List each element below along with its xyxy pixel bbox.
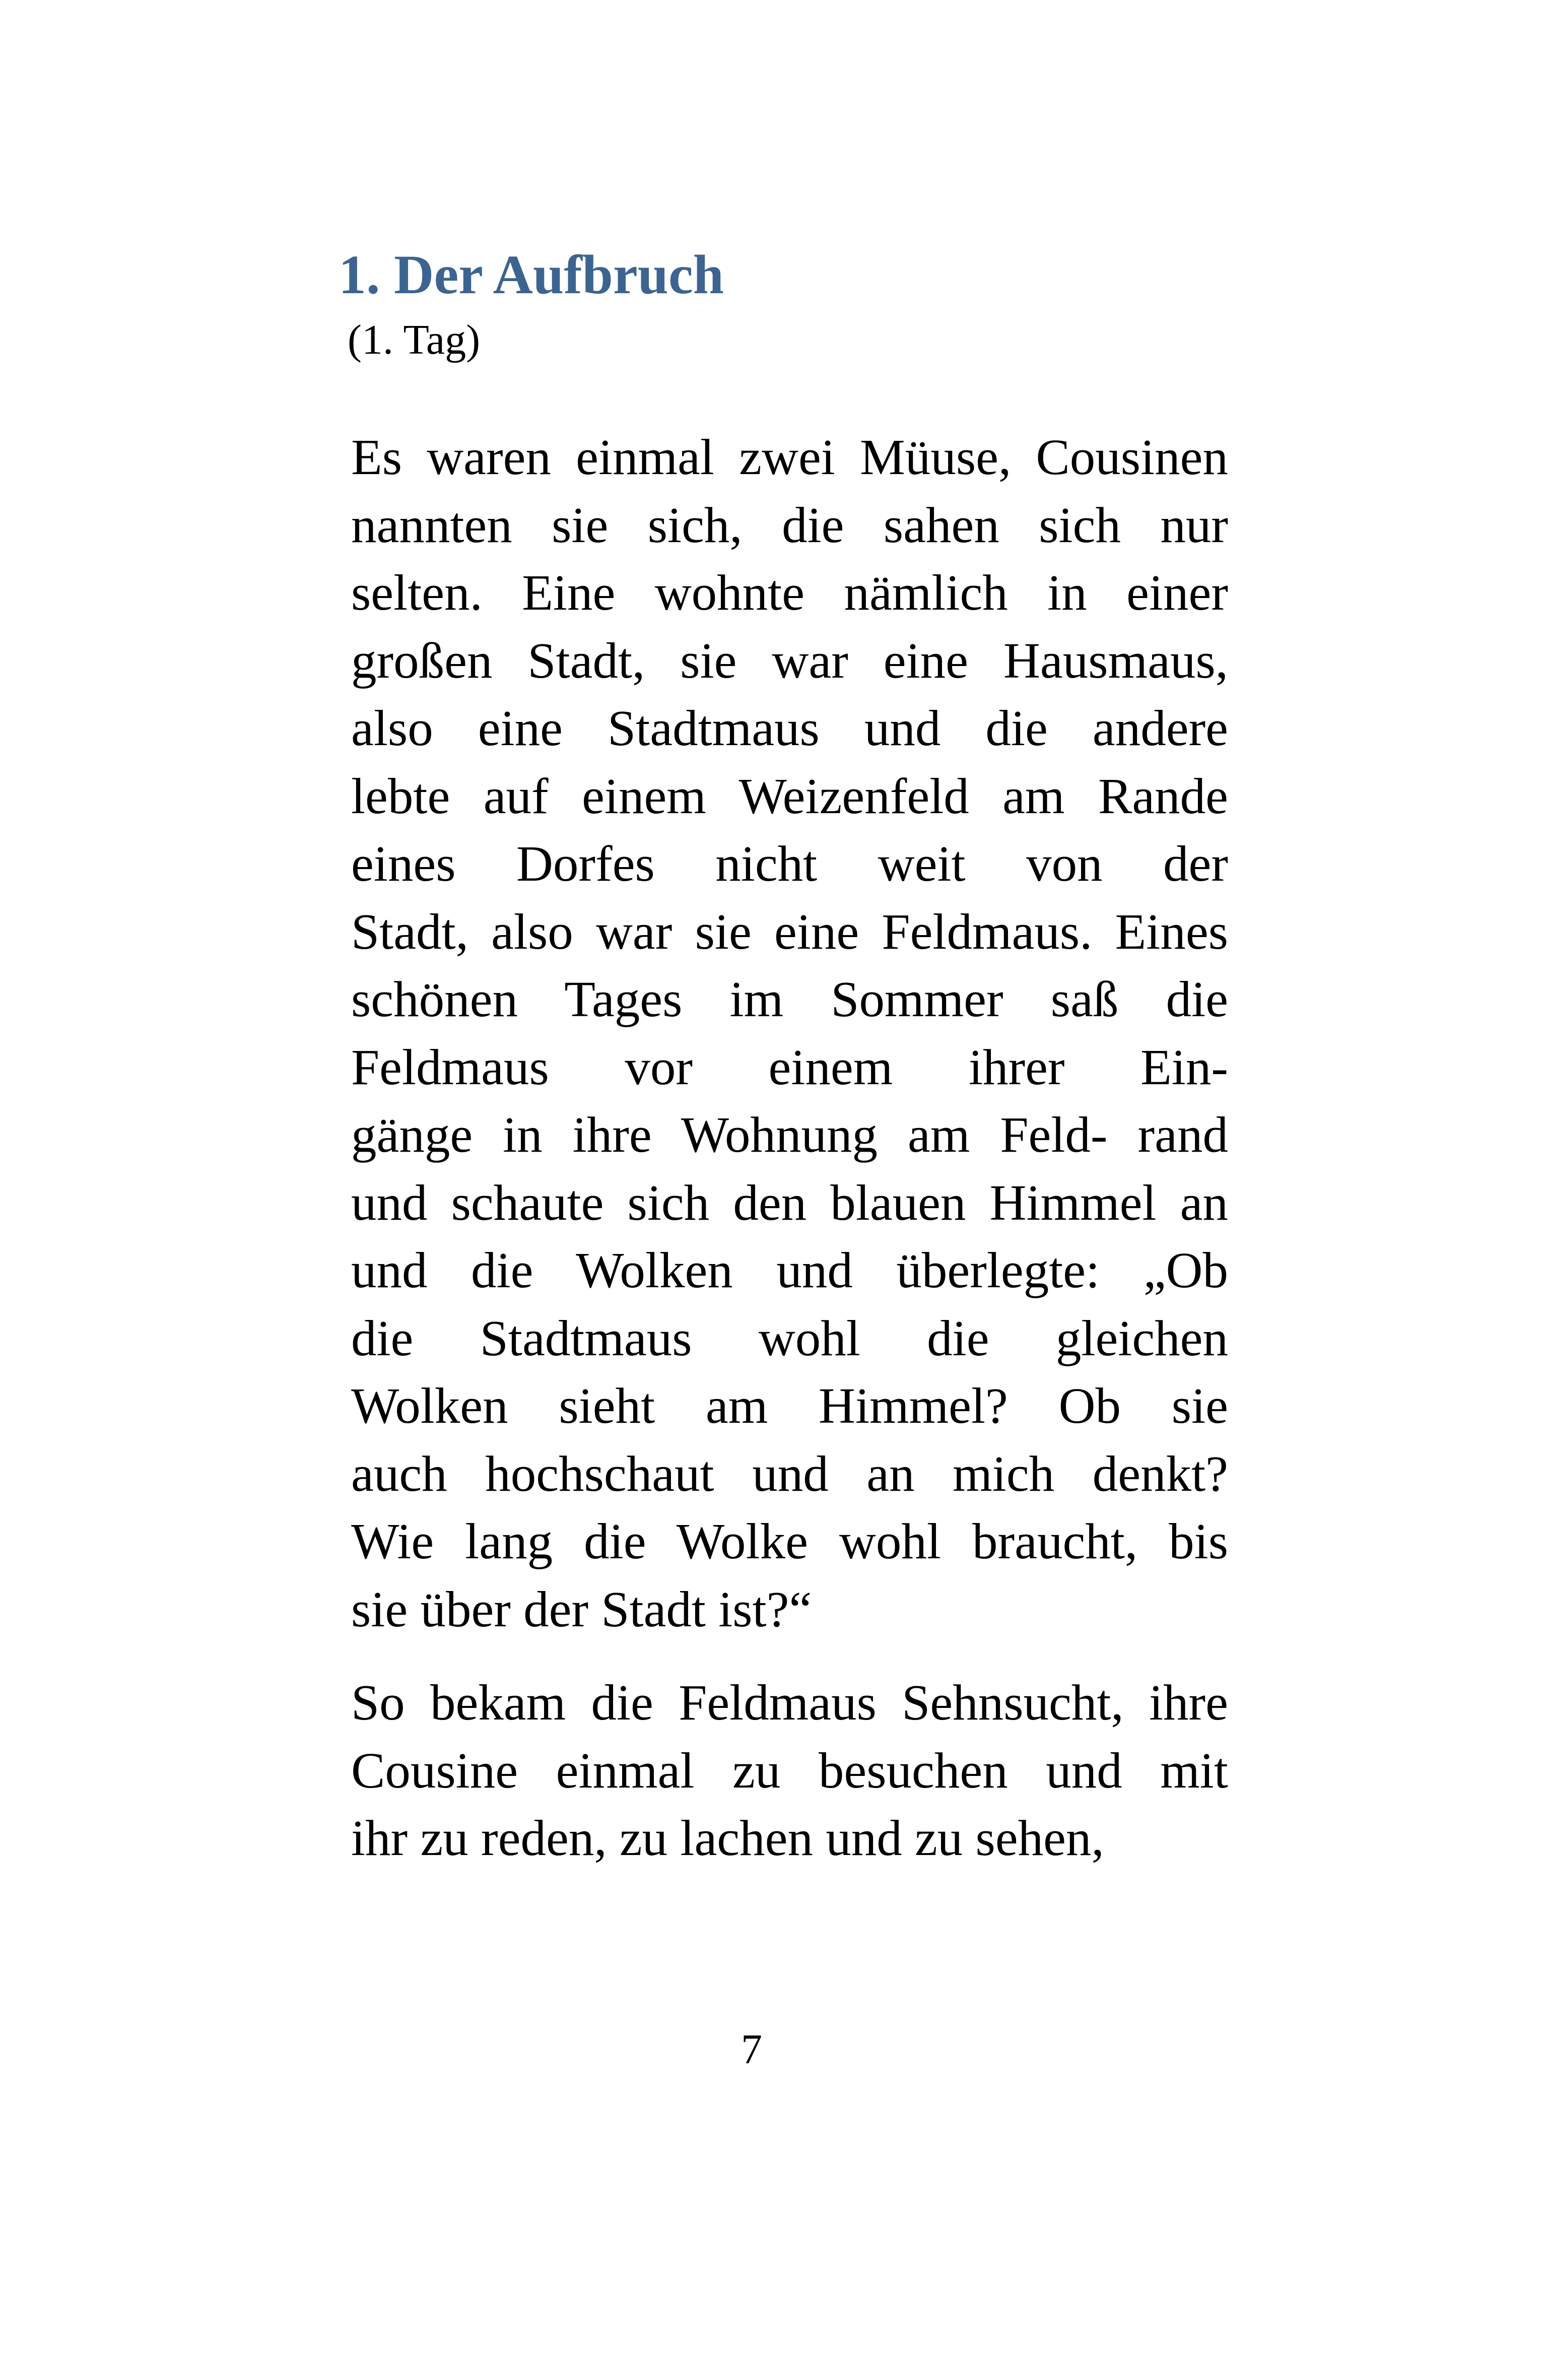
text-line: So bekam die Feldmaus Sehnsucht, ihre (351, 1674, 1228, 1731)
text-line: Wie lang die Wolke wohl braucht, bis (351, 1513, 1228, 1569)
chapter-subtitle: (1. Tag) (348, 316, 481, 363)
paragraph-1 (351, 423, 1228, 1643)
text-line: selten. Eine wohnte nämlich in einer (351, 564, 1228, 621)
text-line: Wolken sieht am Himmel? Ob sie (351, 1377, 1228, 1434)
text-line: großen Stadt, sie war eine Hausmaus, (351, 632, 1228, 689)
paragraph-2 (351, 1669, 1228, 1872)
text-line: Stadt, also war sie eine Feldmaus. Eines (351, 903, 1228, 960)
text-line: sie über der Stadt ist?“ (351, 1580, 812, 1637)
text-line: ihr zu reden, zu lachen und zu sehen, (351, 1810, 1104, 1866)
text-line: Feldmaus vor einem ihrer Ein- (351, 1038, 1228, 1095)
text-line: Cousine einmal zu besuchen und mit (351, 1742, 1228, 1799)
text-line: also eine Stadtmaus und die andere (351, 700, 1228, 756)
page-number: 7 (741, 2026, 762, 2073)
chapter-title: 1. Der Aufbruch (339, 244, 724, 305)
text-line: gänge in ihre Wohnung am Feld- rand (351, 1106, 1228, 1163)
text-line: eines Dorfes nicht weit von der (351, 835, 1228, 892)
text-line: und die Wolken und überlegte: „Ob (351, 1242, 1228, 1298)
text-line: schönen Tages im Sommer saß die (351, 971, 1228, 1027)
text-line: auch hochschaut und an mich denkt? (351, 1445, 1228, 1502)
text-line: nannten sie sich, die sahen sich nur (351, 496, 1228, 553)
text-line: die Stadtmaus wohl die gleichen (351, 1309, 1228, 1366)
text-line: lebte auf einem Weizenfeld am Rande (351, 767, 1228, 824)
text-line: und schaute sich den blauen Himmel an (351, 1174, 1228, 1231)
text-line: Es waren einmal zwei Müuse, Cousinen (351, 429, 1228, 485)
